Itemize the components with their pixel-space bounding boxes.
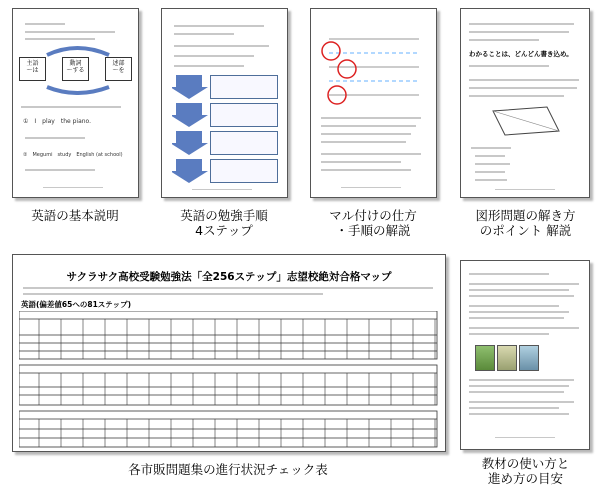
caption-progress-check: 各市販問題集の進行状況チェック表 bbox=[128, 462, 328, 477]
text-line bbox=[469, 401, 574, 403]
thumbnail-marking-method[interactable] bbox=[310, 8, 437, 198]
text-line bbox=[469, 95, 564, 97]
step-4-box bbox=[210, 159, 278, 183]
text-line bbox=[469, 305, 559, 307]
text-line bbox=[174, 45, 269, 47]
footer-line bbox=[341, 187, 401, 188]
thumbnail-english-basics[interactable] bbox=[12, 8, 139, 198]
progress-sheet-title: サクラサク高校受験勉強法「全256ステップ」志望校絶対合格マップ bbox=[66, 271, 392, 283]
text-line bbox=[469, 289, 569, 291]
caption-geometry-points: 図形問題の解き方 のポイント 解説 bbox=[475, 208, 576, 238]
text-line bbox=[469, 379, 574, 381]
text-line bbox=[174, 25, 264, 27]
step-arrows bbox=[172, 75, 212, 195]
text-line bbox=[471, 147, 511, 149]
predicate-box: 述部 〜を bbox=[105, 57, 132, 81]
text-line bbox=[469, 317, 564, 319]
book-image bbox=[497, 345, 517, 371]
text-line bbox=[321, 117, 421, 119]
text-line bbox=[174, 65, 244, 67]
text-line bbox=[469, 65, 549, 67]
text-line bbox=[469, 327, 579, 329]
footer-line bbox=[495, 437, 555, 438]
subject-box: 主語 〜は bbox=[19, 57, 46, 81]
step-1-box bbox=[210, 75, 278, 99]
footer-line bbox=[43, 187, 103, 188]
thumbnail-english-study-steps[interactable] bbox=[161, 8, 288, 198]
text-line bbox=[174, 33, 234, 35]
book-image bbox=[519, 345, 539, 371]
text-line bbox=[469, 283, 579, 285]
text-line bbox=[321, 141, 406, 143]
text-line bbox=[469, 23, 574, 25]
step-3-box bbox=[210, 131, 278, 155]
thumbnail-progress-check[interactable] bbox=[12, 254, 446, 452]
text-line bbox=[475, 171, 505, 173]
text-line bbox=[469, 87, 577, 89]
caption-marking-method: マル付けの仕方 ・手順の解説 bbox=[329, 208, 417, 238]
text-line bbox=[469, 295, 574, 297]
text-line bbox=[469, 79, 579, 81]
book-image bbox=[475, 345, 495, 371]
footer-line bbox=[495, 189, 555, 190]
text-line bbox=[321, 125, 416, 127]
caption-english-basics: 英語の基本説明 bbox=[31, 208, 119, 223]
progress-sheet-subtitle: 英語(偏差値65への81ステップ) bbox=[21, 300, 132, 309]
text-line bbox=[25, 23, 65, 25]
text-line bbox=[23, 293, 323, 295]
text-line bbox=[25, 31, 115, 33]
geometry-heading: わかることは、どんどん書き込め。 bbox=[469, 50, 573, 58]
progress-grid bbox=[19, 311, 439, 449]
text-line bbox=[469, 391, 564, 393]
text-line bbox=[469, 311, 569, 313]
example-sentence-2: ② Megumi study English (at school) bbox=[23, 152, 123, 158]
text-line bbox=[23, 287, 433, 289]
parallelogram-figure bbox=[491, 105, 561, 141]
text-line bbox=[475, 163, 510, 165]
step-2-box bbox=[210, 103, 278, 127]
text-line bbox=[321, 133, 411, 135]
example-sentence-1: ① I play the piano. bbox=[23, 118, 92, 125]
text-line bbox=[469, 385, 569, 387]
text-line bbox=[469, 39, 539, 41]
verb-box: 動詞 〜する bbox=[62, 57, 89, 81]
text-line bbox=[321, 169, 411, 171]
footer-line bbox=[192, 189, 252, 190]
text-line bbox=[475, 179, 507, 181]
text-line bbox=[321, 161, 401, 163]
caption-english-study-steps: 英語の勉強手順 4ステップ bbox=[180, 208, 268, 238]
text-line bbox=[21, 106, 121, 108]
text-line bbox=[25, 169, 95, 171]
marking-sample bbox=[319, 29, 429, 109]
text-line bbox=[469, 273, 549, 275]
text-line bbox=[469, 31, 569, 33]
text-line bbox=[469, 407, 559, 409]
text-line bbox=[321, 153, 421, 155]
text-line bbox=[469, 333, 549, 335]
text-line bbox=[25, 38, 95, 40]
text-line bbox=[475, 155, 505, 157]
text-line bbox=[25, 137, 85, 139]
thumbnail-geometry-points[interactable] bbox=[460, 8, 590, 198]
text-line bbox=[469, 413, 569, 415]
thumbnail-materials-guide[interactable] bbox=[460, 260, 590, 450]
text-line bbox=[174, 55, 254, 57]
caption-materials-guide: 教材の使い方と 進め方の目安 bbox=[481, 456, 570, 486]
